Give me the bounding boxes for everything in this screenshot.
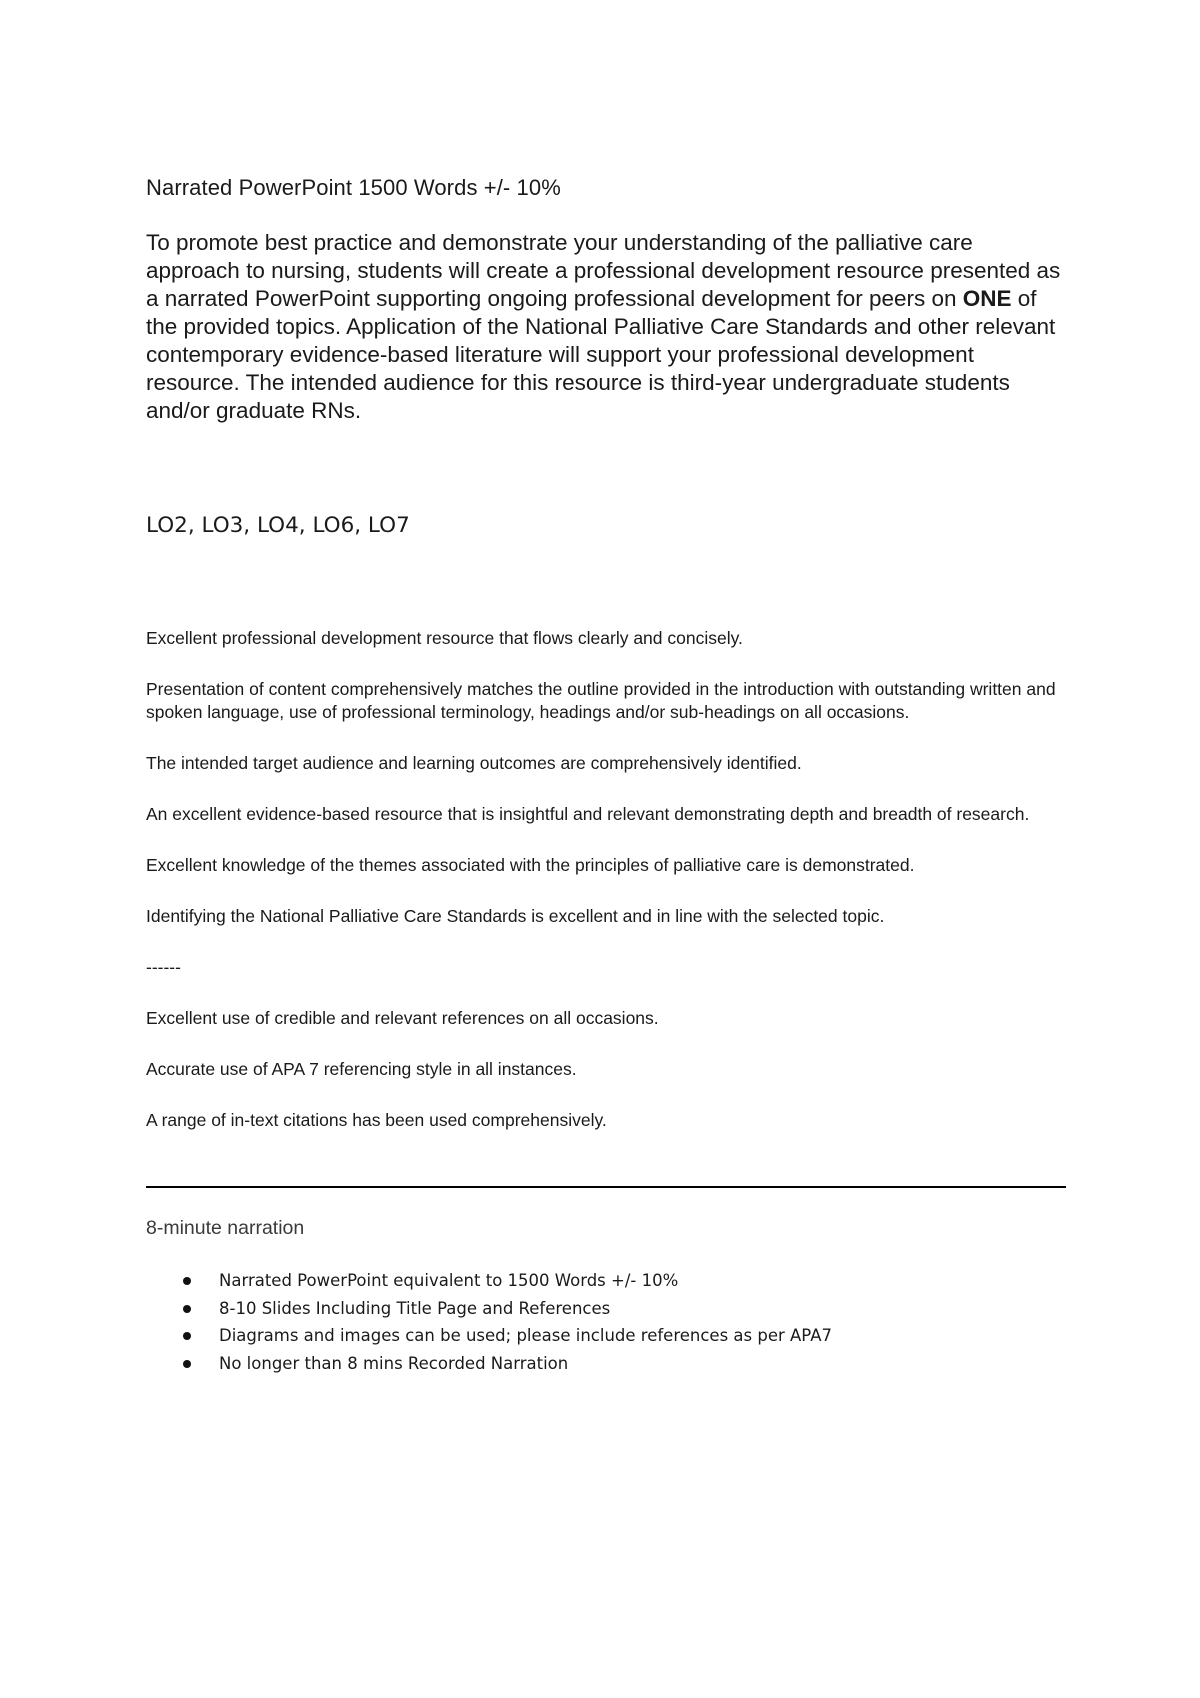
requirements-list: [146, 1270, 832, 1380]
intro-emphasis: ONE: [962, 286, 1012, 311]
intro-text-part1: To promote best practice and demonstrate your understanding of the palliative care approach to nursing, students will create a professional development resource presented as a narrated PowerPoint supporting ongoing professional development for peers on: [146, 230, 1061, 311]
marking-criteria: [146, 627, 1071, 1132]
criterion-item: Accurate use of APA 7 referencing style in all instances.: [146, 1059, 577, 1079]
list-item-text: 8-10 Slides Including Title Page and References: [219, 1298, 611, 1318]
criteria-separator: ------: [146, 957, 181, 977]
bullet-icon: [183, 1305, 191, 1313]
criterion-item: Excellent knowledge of the themes associated with the principles of palliative care is demonstrated.: [146, 855, 915, 875]
list-item-text: No longer than 8 mins Recorded Narration: [219, 1353, 569, 1373]
list-item-text: Narrated PowerPoint equivalent to 1500 Words +/- 10%: [219, 1271, 679, 1290]
document-page: [146, 0, 1066, 1698]
criterion-item: Excellent use of credible and relevant references on all occasions.: [146, 1008, 659, 1028]
criterion-item: An excellent evidence-based resource that is insightful and relevant demonstrating depth and breadth of research.: [146, 804, 1030, 824]
bullet-icon: [183, 1360, 191, 1368]
criterion-item: A range of in-text citations has been used comprehensively.: [146, 1110, 607, 1130]
list-item-text: Diagrams and images can be used; please include references as per APA7: [219, 1326, 832, 1345]
learning-outcomes: LO2, LO3, LO4, LO6, LO7: [146, 513, 410, 538]
criterion-item: Excellent professional development resource that flows clearly and concisely.: [146, 628, 743, 648]
criterion-item: The intended target audience and learning outcomes are comprehensively identified.: [146, 753, 802, 773]
intro-paragraph: [146, 229, 1066, 425]
list-item: [146, 1270, 832, 1298]
criterion-item: Presentation of content comprehensively matches the outline provided in the introduction with outstanding written and spoken language, use of professional terminology, headings and/or sub-headings on all occasions.: [146, 679, 1056, 722]
narration-heading: 8-minute narration: [146, 1217, 305, 1239]
criterion-item: Identifying the National Palliative Care Standards is excellent and in line with the selected topic.: [146, 906, 885, 926]
bullet-icon: [183, 1277, 191, 1285]
intro-text-part2: of the provided topics. Application of the National Palliative Care Standards and other relevant contemporary evidence-based literature will support your professional development resource. The intended audience for this resource is third-year undergraduate students and/or graduate RNs.: [146, 286, 1056, 423]
horizontal-rule: [146, 1186, 1066, 1188]
list-item: [146, 1325, 832, 1353]
document-heading: Narrated PowerPoint 1500 Words +/- 10%: [146, 175, 561, 200]
bullet-icon: [183, 1332, 191, 1340]
list-item: [146, 1353, 832, 1381]
list-item: [146, 1298, 832, 1326]
